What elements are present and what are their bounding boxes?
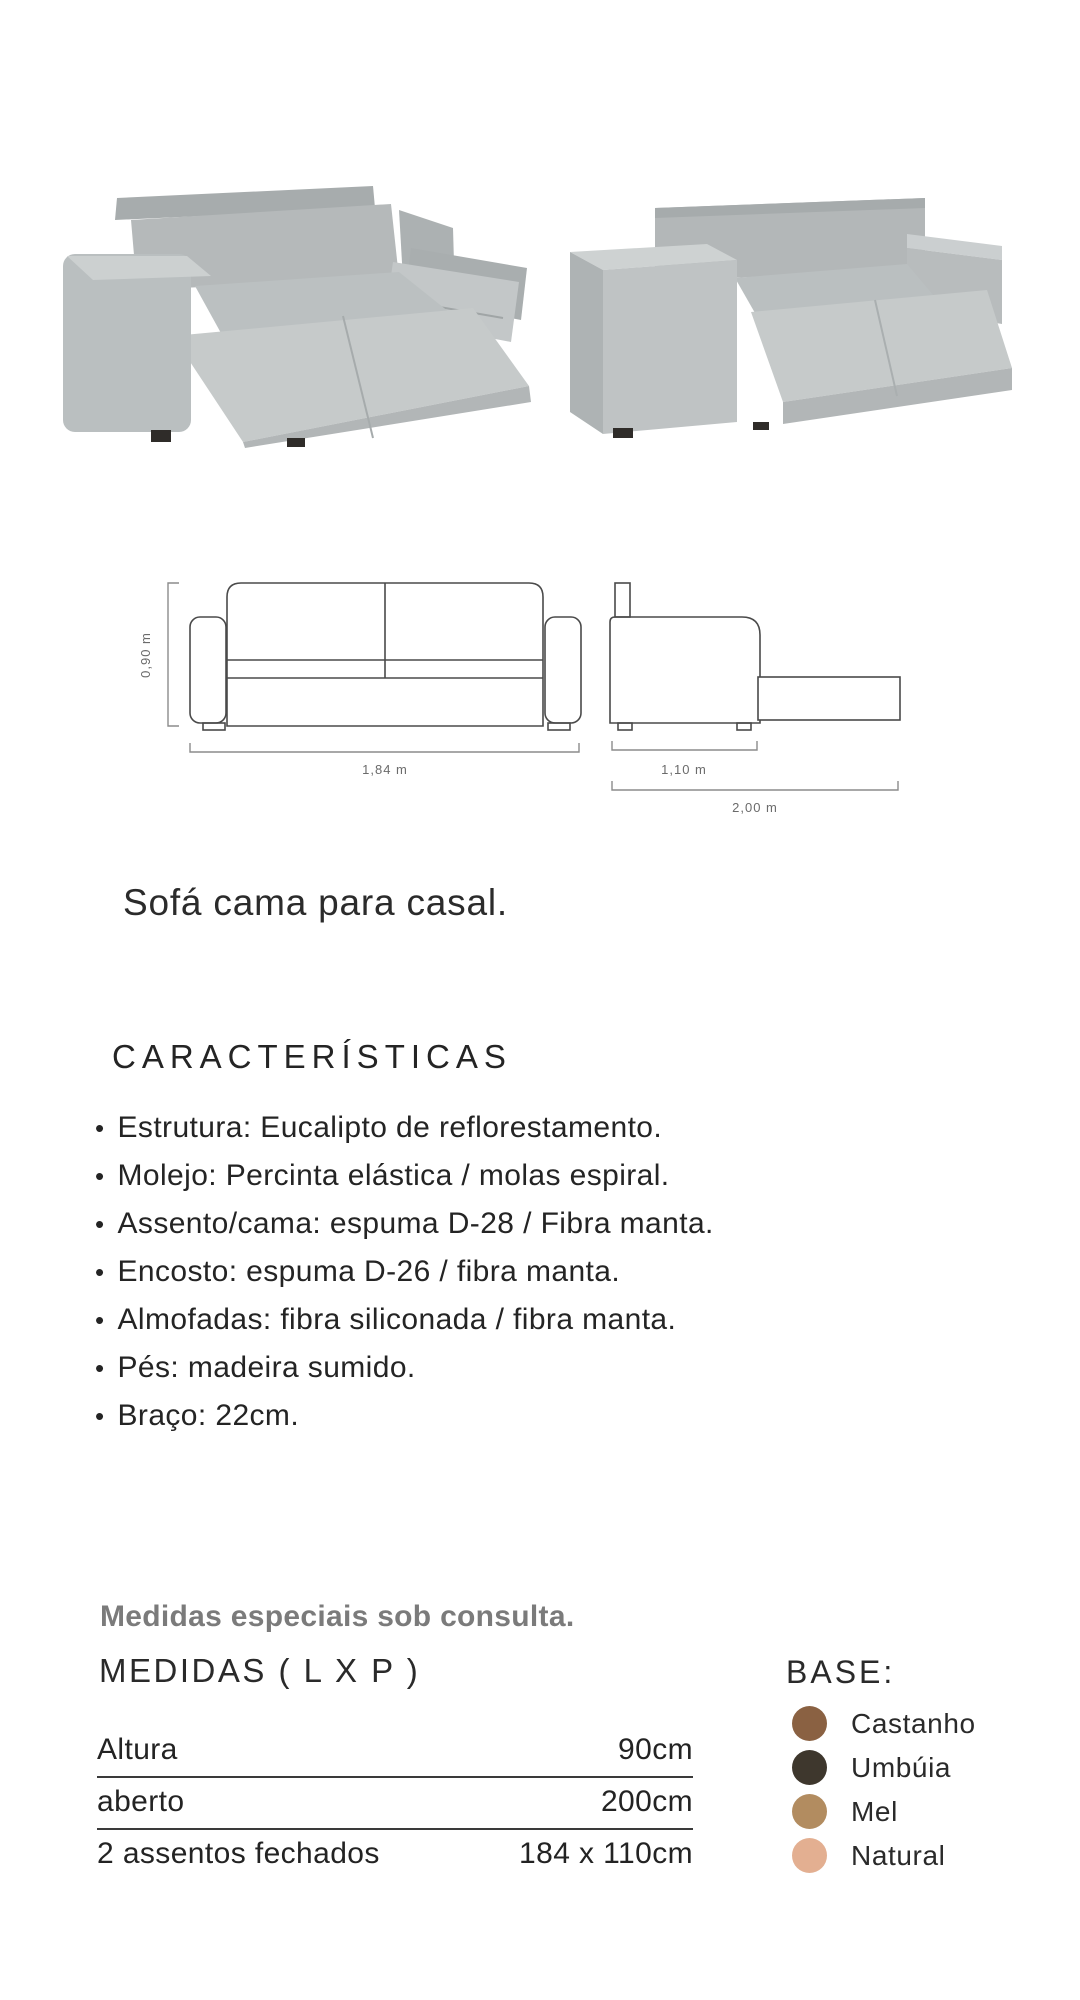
open-depth-dimension-label: 2,00 m xyxy=(732,800,778,815)
sofa-illustration-open-side xyxy=(570,198,1012,438)
measure-value: 184 x 110cm xyxy=(519,1837,693,1870)
measures-heading: MEDIDAS ( L X P ) xyxy=(99,1652,421,1689)
base-option xyxy=(792,1838,976,1873)
sofa-illustration-open-front xyxy=(63,186,531,448)
color-swatch xyxy=(792,1794,827,1829)
measure-label: Altura xyxy=(97,1733,178,1766)
base-option-label: Umbúia xyxy=(851,1751,952,1783)
base-heading: BASE: xyxy=(786,1654,896,1690)
feature-item: • Estrutura: Eucalipto de reflorestamento. xyxy=(95,1104,795,1152)
feature-item: • Molejo: Percinta elástica / molas espiral. xyxy=(95,1152,695,1200)
side-view-outline xyxy=(610,583,900,730)
feature-item: • Assento/cama: espuma D-28 / Fibra manta. xyxy=(95,1200,795,1248)
measure-value: 200cm xyxy=(600,1785,693,1818)
width-dimension-label: 1,84 m xyxy=(362,762,408,777)
front-view-outline xyxy=(190,583,581,730)
base-option-label: Natural xyxy=(851,1839,946,1871)
measures-row xyxy=(97,1778,693,1830)
base-option xyxy=(792,1706,976,1741)
feature-item: • Braço: 22cm. xyxy=(95,1392,795,1440)
color-swatch xyxy=(792,1750,827,1785)
feature-item: • Almofadas: fibra siliconada / fibra manta. xyxy=(95,1296,795,1344)
features-heading: CARACTERÍSTICAS xyxy=(112,1038,512,1075)
color-swatch xyxy=(792,1706,827,1741)
measures-row xyxy=(97,1726,693,1778)
special-measures-note: Medidas especiais sob consulta. xyxy=(100,1600,575,1633)
base-options-list xyxy=(792,1706,976,1873)
height-dimension-label: 0,90 m xyxy=(138,632,153,678)
feature-item: • Encosto: espuma D-26 / fibra manta. xyxy=(95,1248,795,1296)
product-photo-sofa-open-side xyxy=(555,150,1020,440)
measures-table xyxy=(97,1726,693,1880)
measures-row xyxy=(97,1830,693,1880)
base-option xyxy=(792,1750,976,1785)
measure-label: aberto xyxy=(97,1785,185,1818)
product-photo-sofa-open-front xyxy=(55,148,535,448)
depth-dimension-label: 1,10 m xyxy=(661,762,707,777)
features-list xyxy=(95,1104,795,1440)
measure-label: 2 assentos fechados xyxy=(97,1837,380,1870)
product-subtitle: Sofá cama para casal. xyxy=(123,882,508,923)
base-option xyxy=(792,1794,976,1829)
base-option-label: Castanho xyxy=(851,1707,976,1739)
dimension-drawing xyxy=(0,560,1080,840)
base-option-label: Mel xyxy=(851,1795,898,1827)
color-swatch xyxy=(792,1838,827,1873)
feature-item: • Pés: madeira sumido. xyxy=(95,1344,795,1392)
measure-value: 90cm xyxy=(618,1733,693,1766)
